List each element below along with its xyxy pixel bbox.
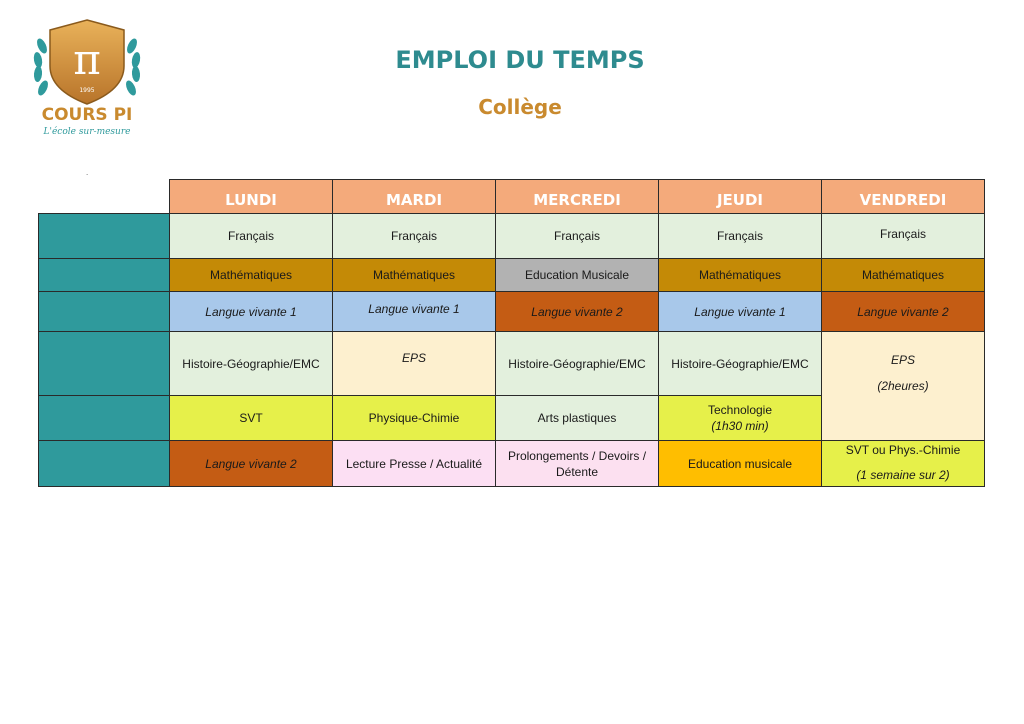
cell-mardi-2: Mathématiques: [332, 258, 496, 292]
cell-mercredi-4: Histoire-Géographie/EMC: [495, 331, 659, 396]
svg-text:L'école sur-mesure: L'école sur-mesure: [43, 127, 131, 137]
svg-text:1995: 1995: [79, 87, 95, 94]
svg-text:COURS PI: COURS PI: [41, 105, 133, 125]
header-mardi: MARDI: [332, 179, 496, 214]
cell-vendredi-6: SVT ou Phys.-Chimie (1 semaine sur 2): [821, 440, 985, 487]
cell-mardi-6: Lecture Presse / Actualité: [332, 440, 496, 487]
cell-vendredi-1: Français: [821, 213, 985, 259]
time-slot-1: [38, 213, 170, 259]
header-vendredi: VENDREDI: [821, 179, 985, 214]
time-slot-3: [38, 291, 170, 332]
cell-mercredi-2: Education Musicale: [495, 258, 659, 292]
cell-jeudi-6: Education musicale: [658, 440, 822, 487]
cell-jeudi-3: Langue vivante 1: [658, 291, 822, 332]
cell-lundi-4: Histoire-Géographie/EMC: [169, 331, 333, 396]
cell-mercredi-1: Français: [495, 213, 659, 259]
time-slot-6: [38, 440, 170, 487]
cell-vendredi-4: EPS (2heures): [821, 331, 985, 441]
cours-pi-logo: [28, 16, 146, 140]
cell-lundi-6: Langue vivante 2: [169, 440, 333, 487]
cell-jeudi-2: Mathématiques: [658, 258, 822, 292]
cell-mardi-1: Français: [332, 213, 496, 259]
cell-vendredi-2: Mathématiques: [821, 258, 985, 292]
svg-text:π: π: [73, 35, 101, 84]
time-slot-5: [38, 395, 170, 441]
cell-mardi-4: EPS: [332, 331, 496, 396]
timetable: [38, 179, 985, 487]
cell-jeudi-1: Français: [658, 213, 822, 259]
stray-dot: .: [86, 168, 89, 177]
header-lundi: LUNDI: [169, 179, 333, 214]
header-jeudi: JEUDI: [658, 179, 822, 214]
header-mercredi: MERCREDI: [495, 179, 659, 214]
cell-jeudi-4: Histoire-Géographie/EMC: [658, 331, 822, 396]
time-slot-4: [38, 331, 170, 396]
page-subtitle: Collège: [478, 95, 562, 119]
cell-vendredi-3: Langue vivante 2: [821, 291, 985, 332]
cell-mercredi-6: Prolongements / Devoirs / Détente: [495, 440, 659, 487]
cell-mardi-5: Physique-Chimie: [332, 395, 496, 441]
cell-mercredi-5: Arts plastiques: [495, 395, 659, 441]
cell-jeudi-5: Technologie (1h30 min): [658, 395, 822, 441]
cell-mardi-3: Langue vivante 1: [332, 291, 496, 332]
cell-lundi-5: SVT: [169, 395, 333, 441]
cell-lundi-2: Mathématiques: [169, 258, 333, 292]
cell-mercredi-3: Langue vivante 2: [495, 291, 659, 332]
time-slot-2: [38, 258, 170, 292]
cell-lundi-1: Français: [169, 213, 333, 259]
cell-lundi-3: Langue vivante 1: [169, 291, 333, 332]
page-title: EMPLOI DU TEMPS: [395, 46, 645, 74]
